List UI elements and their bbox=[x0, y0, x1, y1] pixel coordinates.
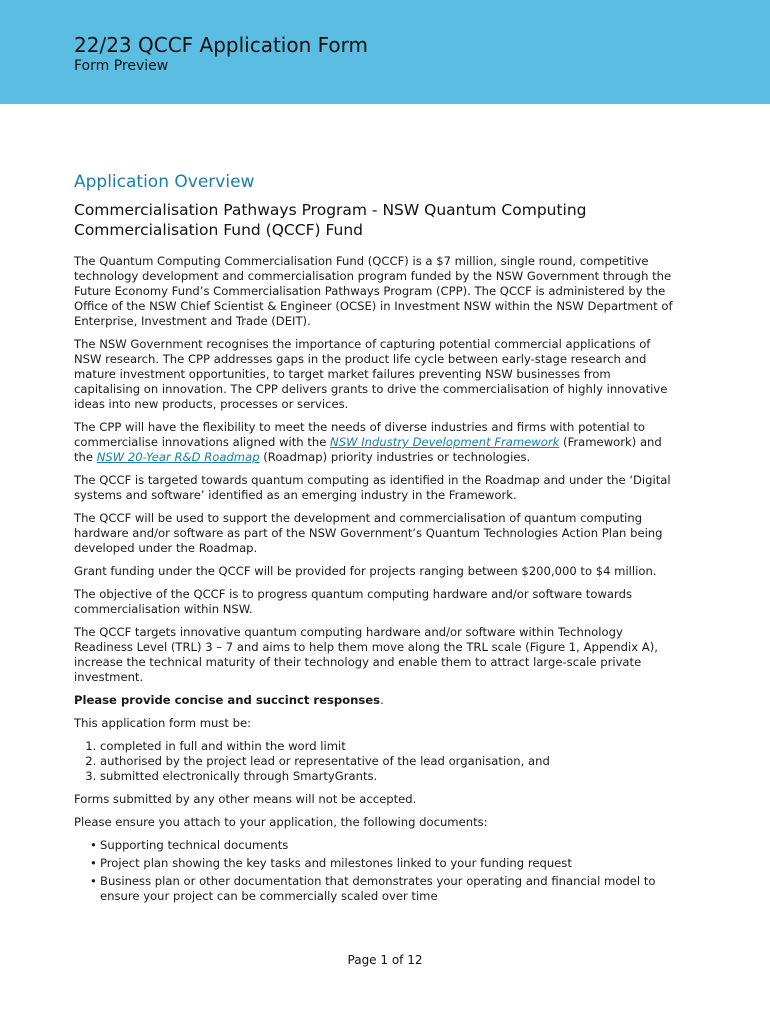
paragraph-cpp-flexibility bbox=[74, 420, 680, 465]
text-fragment: . bbox=[380, 693, 384, 707]
bullet-icon: • bbox=[90, 874, 97, 888]
form-subtitle: Form Preview bbox=[74, 58, 169, 74]
paragraph-government: The NSW Government recognises the importance of capturing potential commercial applications of NSW research. The CPP addresses gaps in the product life cycle between early-stage research and mature investment opportunities, to target market failures preventing NSW businesses from capitalising on innovation. The CPP delivers grants to drive the commercialisation of highly innovative ideas into new products, processes or services. bbox=[74, 337, 668, 411]
bullet-icon: • bbox=[90, 856, 97, 870]
paragraph-must-be: This application form must be: bbox=[74, 716, 252, 730]
form-content bbox=[74, 170, 680, 907]
bullet-icon: • bbox=[90, 838, 97, 852]
paragraph-target: The QCCF is targeted towards quantum computing as identified in the Roadmap and under the ‘Digital systems and software’ identified as an emerging industry in the Framework. bbox=[74, 473, 671, 502]
list-item: 3. submitted electronically through SmartyGrants. bbox=[100, 769, 680, 784]
paragraph-concise bbox=[74, 693, 680, 708]
list-item: 1. completed in full and within the word limit bbox=[100, 739, 680, 754]
list-item-text: Business plan or other documentation that demonstrates your operating and financial model to ensure your project can be commercially scaled over time bbox=[100, 874, 656, 903]
framework-link[interactable]: NSW Industry Development Framework bbox=[330, 435, 560, 449]
paragraph-other-means: Forms submitted by any other means will not be accepted. bbox=[74, 792, 417, 806]
list-item bbox=[74, 856, 680, 871]
list-item: 2. authorised by the project lead or representative of the lead organisation, and bbox=[100, 754, 680, 769]
roadmap-link[interactable]: NSW 20-Year R&D Roadmap bbox=[96, 450, 260, 464]
list-item bbox=[74, 874, 680, 904]
documents-list bbox=[74, 838, 680, 904]
paragraph-intro: The Quantum Computing Commercialisation Fund (QCCF) is a $7 million, single round, competitive technology development and commercialisation program funded by the NSW Government through the Future Economy Fund’s Commercialisation Pathways Program (CPP). The QCCF is administered by the Office of the NSW Chief Scientist & Engineer (OCSE) in Investment NSW within the NSW Department of Enterprise, Investment and Trade (DEIT). bbox=[74, 254, 673, 328]
paragraph-attach: Please ensure you attach to your application, the following documents: bbox=[74, 815, 488, 829]
paragraph-trl: The QCCF targets innovative quantum computing hardware and/or software within Technology Readiness Level (TRL) 3 – 7 and aims to help them move along the TRL scale (Figure 1, Appendix A), increase the technical maturity of their technology and enable them to attract large-scale private investment. bbox=[74, 625, 658, 684]
concise-note: Please provide concise and succinct responses bbox=[74, 693, 381, 707]
section-subheading: Commercialisation Pathways Program - NSW Quantum Computing Commercialisation Fund (QCCF) Fund bbox=[74, 201, 587, 239]
paragraph-funding: Grant funding under the QCCF will be provided for projects ranging between $200,000 to $4 million. bbox=[74, 564, 657, 578]
page-number: Page 1 of 12 bbox=[347, 953, 423, 967]
text-fragment: The CPP will have the flexibility to meet the needs of diverse industries and firms with potential to commercialise innovations aligned with the bbox=[74, 420, 645, 449]
section-heading: Application Overview bbox=[74, 172, 255, 192]
list-item-text: Project plan showing the key tasks and milestones linked to your funding request bbox=[100, 856, 572, 870]
list-item bbox=[74, 838, 680, 853]
text-fragment: (Roadmap) priority industries or technologies. bbox=[259, 450, 531, 464]
page-header bbox=[0, 0, 770, 104]
text-fragment: (Framework) and the bbox=[74, 435, 662, 464]
form-title: 22/23 QCCF Application Form bbox=[74, 33, 369, 57]
requirements-list bbox=[74, 739, 680, 784]
list-item-text: Supporting technical documents bbox=[100, 838, 289, 852]
paragraph-objective: The objective of the QCCF is to progress quantum computing hardware and/or software towards commercialisation within NSW. bbox=[74, 587, 632, 616]
paragraph-support: The QCCF will be used to support the development and commercialisation of quantum computing hardware and/or software as part of the NSW Government’s Quantum Technologies Action Plan being developed under the Roadmap. bbox=[74, 511, 663, 555]
